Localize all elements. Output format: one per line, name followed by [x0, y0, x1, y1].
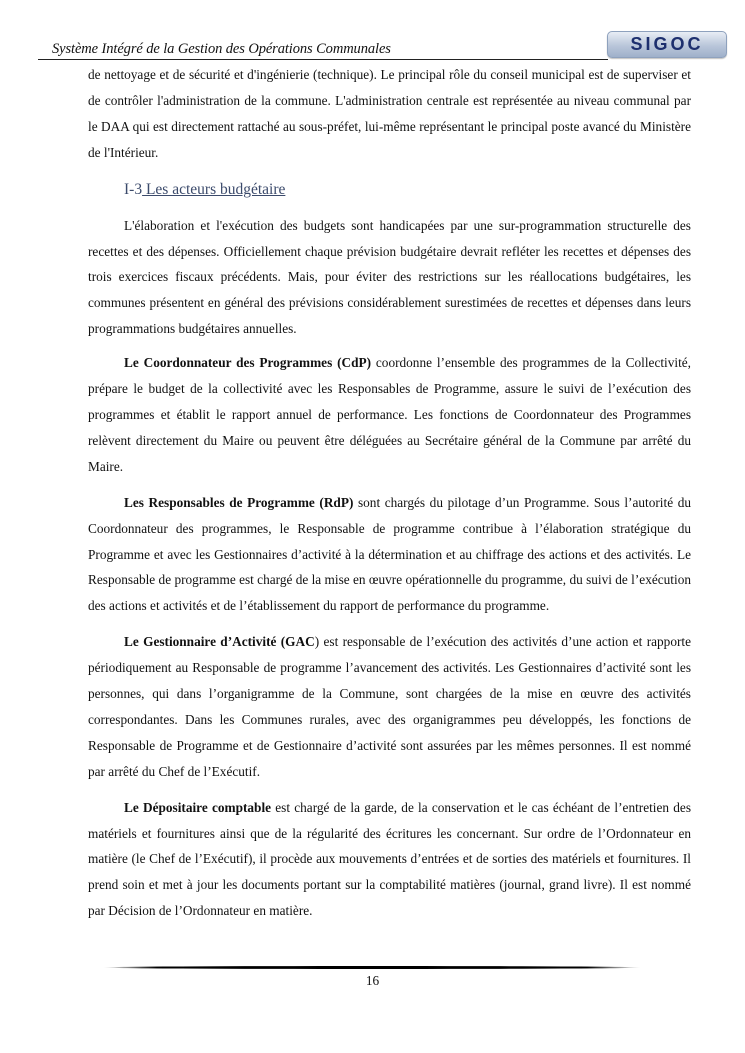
text-gestionnaire: ) est responsable de l’exécution des activités d’une action et rapporte périodiquement au Responsable de programme l’avancement des activités. Les Gestionnaires d’activité sont les personnes, qui dans l’organigramme de la Commune, sont chargées de la mise en œuvre des activités correspondantes. Dans les Communes rurales, avec des organigrammes peu développés, les fonctions de Responsable de Programme et de Gestionnaire d’activité sont assurées par les mêmes personnes. Il est nommé par arrêté du Chef de l’Exécutif.	[88, 634, 691, 779]
paragraph-depositaire	[88, 795, 691, 925]
paragraph-coordonnateur	[88, 350, 691, 480]
section-title: Les acteurs budgétaire	[142, 180, 286, 198]
text-depositaire: est chargé de la garde, de la conservation et le cas échéant de l’entretien des matériels et fournitures ainsi que de la régularité des écritures les concernant. Sur ordre de l’Ordonnateur en matière (le Chef de l’Exécutif), il procède aux mouvements d’entrées et de sorties des matériels et fournitures. Il prend soin et met à jour les documents portant sur la comptabilité matières (journal, grand livre). Il est nommé par Décision de l’Ordonnateur en matière.	[88, 799, 691, 919]
term-responsables: Les Responsables de Programme (RdP)	[124, 494, 354, 510]
term-gestionnaire: Le Gestionnaire d’Activité (GAC	[124, 634, 315, 650]
paragraph-gestionnaire	[88, 629, 691, 784]
section-heading	[124, 177, 691, 203]
page-number: 16	[365, 973, 380, 988]
section-number: I-3	[124, 180, 143, 198]
paragraph-responsables	[88, 490, 691, 620]
footer-divider	[103, 966, 641, 969]
paragraph-intro-continuation: de nettoyage et de sécurité et d'ingénierie (technique). Le principal rôle du conseil municipal est de superviser et de contrôler l'administration de la commune. L'administration centrale est représentée au niveau communal par le DAA qui est directement rattaché au sous-préfet, lui-même représentant le principal poste avancé du Ministère de l'Intérieur.	[88, 67, 691, 160]
text-coordonnateur: coordonne l’ensemble des programmes de la Collectivité, prépare le budget de la collectivité avec les Responsables de Programme, assure le suivi de l’exécution des programmes et établit le rapport annuel de performance. Les fonctions de Coordonnateur des Programmes relèvent directement du Maire ou peuvent être déléguées au Secrétaire général de la Commune par arrêté du Maire.	[88, 355, 691, 474]
paragraph-budget-elaboration: L'élaboration et l'exécution des budgets sont handicapées par une sur-programmation structurelle des recettes et des dépenses. Officiellement chaque prévision budgétaire devrait refléter les recettes et dépenses des trois exercices fiscaux précédents. Mais, pour éviter des restrictions sur les réallocations budgétaires, les communes présentent en général des prévisions considérablement surestimées de recettes et dépenses dans leurs programmations budgétaires annuelles.	[88, 217, 691, 337]
page-header	[0, 0, 745, 70]
term-coordonnateur: Le Coordonnateur des Programmes (CdP)	[124, 355, 372, 371]
header-title: Système Intégré de la Gestion des Opérations Communales	[52, 41, 391, 57]
term-depositaire: Le Dépositaire comptable	[124, 799, 272, 815]
sigoc-logo: SIGOC	[607, 31, 727, 58]
header-divider	[38, 59, 608, 60]
document-body	[88, 62, 691, 924]
text-responsables: sont chargés du pilotage d’un Programme. Sous l’autorité du Coordonnateur des programmes, le Responsable de programme contribue à l’élaboration stratégique du Programme et avec les Gestionnaires d’activité à la détermination et au chiffrage des actions et des activités. Le Responsable de programme est chargé de la mise en œuvre opérationnelle du programme, du suivi de l’exécution des actions et activités et de l’établissement du rapport de performance du programme.	[88, 494, 691, 614]
